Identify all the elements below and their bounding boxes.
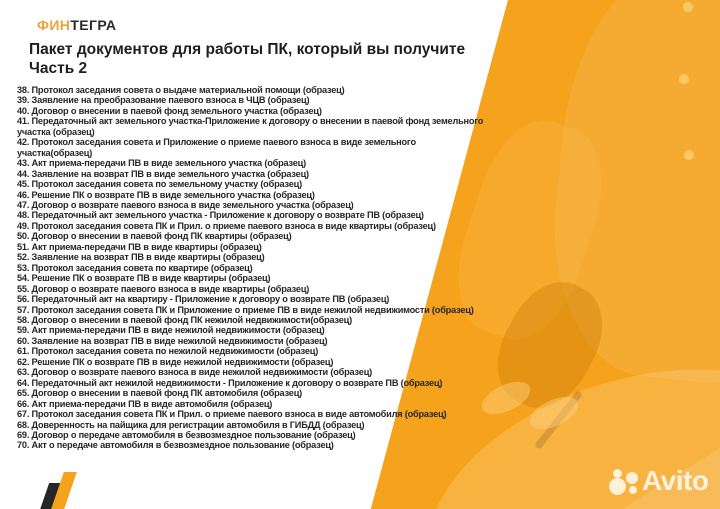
- document-list-item: 48. Передаточный акт земельного участка - Приложение к договору о возврате ПВ (образец): [17, 210, 424, 221]
- avito-wordmark: Avito: [642, 465, 709, 496]
- document-list-item: 52. Заявление на возврат ПВ в виде квартиры (образец): [17, 252, 265, 263]
- document-list-item: 56. Передаточный акт на квартиру - Приложение к договору о возврате ПВ (образец): [17, 294, 390, 305]
- document-list-item: 54. Решение ПК о возврате ПВ в виде квартиры (образец): [17, 273, 271, 284]
- document-list-item: 67. Протокол заседания совета ПК и Прил. о приеме паевого взноса в виде автомобиля (образец): [17, 409, 447, 420]
- document-list-item: 66. Акт приема-передачи ПВ в виде автомобиля (образец): [17, 398, 273, 409]
- document-list-item: 43. Акт приема-передачи ПВ в виде земельного участка (образец): [17, 158, 306, 169]
- document-list-item: 58. Договор о внесении в паевой фонд ПК нежилой недвижимости(образец): [17, 314, 352, 325]
- document-list-item: 40. Договор о внесении в паевой фонд земельного участка (образец): [17, 105, 322, 116]
- document-list: [17, 85, 485, 451]
- avito-dots-icon: [607, 466, 641, 496]
- document-list-item: 59. Акт приема-передачи ПВ в виде нежилой недвижимости (образец): [17, 325, 325, 336]
- document-list-item: 45. Протокол заседания совета по земельному участку (образец): [17, 179, 302, 190]
- shirt-button-shape: [679, 74, 689, 84]
- fintegra-logo-part2: ТЕГРА: [70, 17, 117, 33]
- fintegra-logo: [37, 17, 116, 33]
- document-list-item: 55. Договор о возврате паевого взноса в виде квартиры (образец): [17, 283, 310, 294]
- shirt-button-shape: [683, 2, 693, 12]
- document-list-item: 70. Акт о передаче автомобиля в безвозмездное пользование (образец): [17, 440, 334, 451]
- document-list-item: 49. Протокол заседания совета ПК и Прил. о приеме паевого взноса в виде квартиры (образец): [17, 220, 436, 231]
- shirt-button-shape: [684, 150, 694, 160]
- fintegra-logo-part1: ФИН: [37, 17, 71, 33]
- document-list-item: 62. Решение ПК о возврате ПВ в виде нежилой недвижимости (образец): [17, 356, 334, 367]
- page-title-line2: Часть 2: [29, 60, 88, 77]
- document-list-item: 65. Договор о внесении в паевой фонд ПК автомобиля (образец): [17, 388, 303, 399]
- document-list-item: 53. Протокол заседания совета по квартире (образец): [17, 262, 253, 273]
- document-list-item: 47. Договор о возврате паевого взноса в виде земельного участка (образец): [17, 199, 354, 210]
- page-title-line1: Пакет документов для работы ПК, который вы получите: [29, 41, 466, 58]
- document-list-item: 57. Протокол заседания совета ПК и Приложение о приеме ПВ в виде нежилой недвижимости (образец): [17, 304, 474, 315]
- document-list-item: 38. Протокол заседания совета о выдаче материальной помощи (образец): [17, 85, 345, 95]
- document-list-item: 39. Заявление на преобразование паевого взноса в ЧЦВ (образец): [17, 95, 310, 106]
- document-list-item: 61. Протокол заседания совета по нежилой недвижимости (образец): [17, 346, 319, 357]
- document-list-item: 42. Протокол заседания совета и Приложение о приеме паевого взноса в виде земельного участка(образец): [17, 137, 416, 158]
- document-list-item: 41. Передаточный акт земельного участка-Приложение к договору о внесении в паевой фонд земельного участка (образец): [17, 116, 484, 137]
- document-list-item: 44. Заявление на возврат ПВ в виде земельного участка (образец): [17, 168, 309, 179]
- document-list-item: 64. Передаточный акт нежилой недвижимости - Приложение к договору о возврате ПВ (образец): [17, 377, 443, 388]
- document-list-item: 68. Доверенность на пайщика для регистрации автомобиля в ГИБДД (образец): [17, 419, 365, 430]
- page-title: [29, 40, 465, 78]
- document-list-item: 51. Акт приема-передачи ПВ в виде квартиры (образец): [17, 241, 262, 252]
- document-list-item: 69. Договор о передаче автомобиля в безвозмездное пользование (образец): [17, 429, 356, 440]
- document-list-item: 63. Договор о возврате паевого взноса в виде нежилой недвижимости (образец): [17, 367, 372, 378]
- document-list-item: 46. Решение ПК о возврате ПВ в виде земельного участка (образец): [17, 189, 315, 200]
- document-list-item: 60. Заявление на возврат ПВ в виде нежилой недвижимости (образец): [17, 335, 328, 346]
- avito-watermark: [607, 466, 708, 496]
- document-list-item: 50. Договор о внесении в паевой фонд ПК квартиры (образец): [17, 231, 292, 242]
